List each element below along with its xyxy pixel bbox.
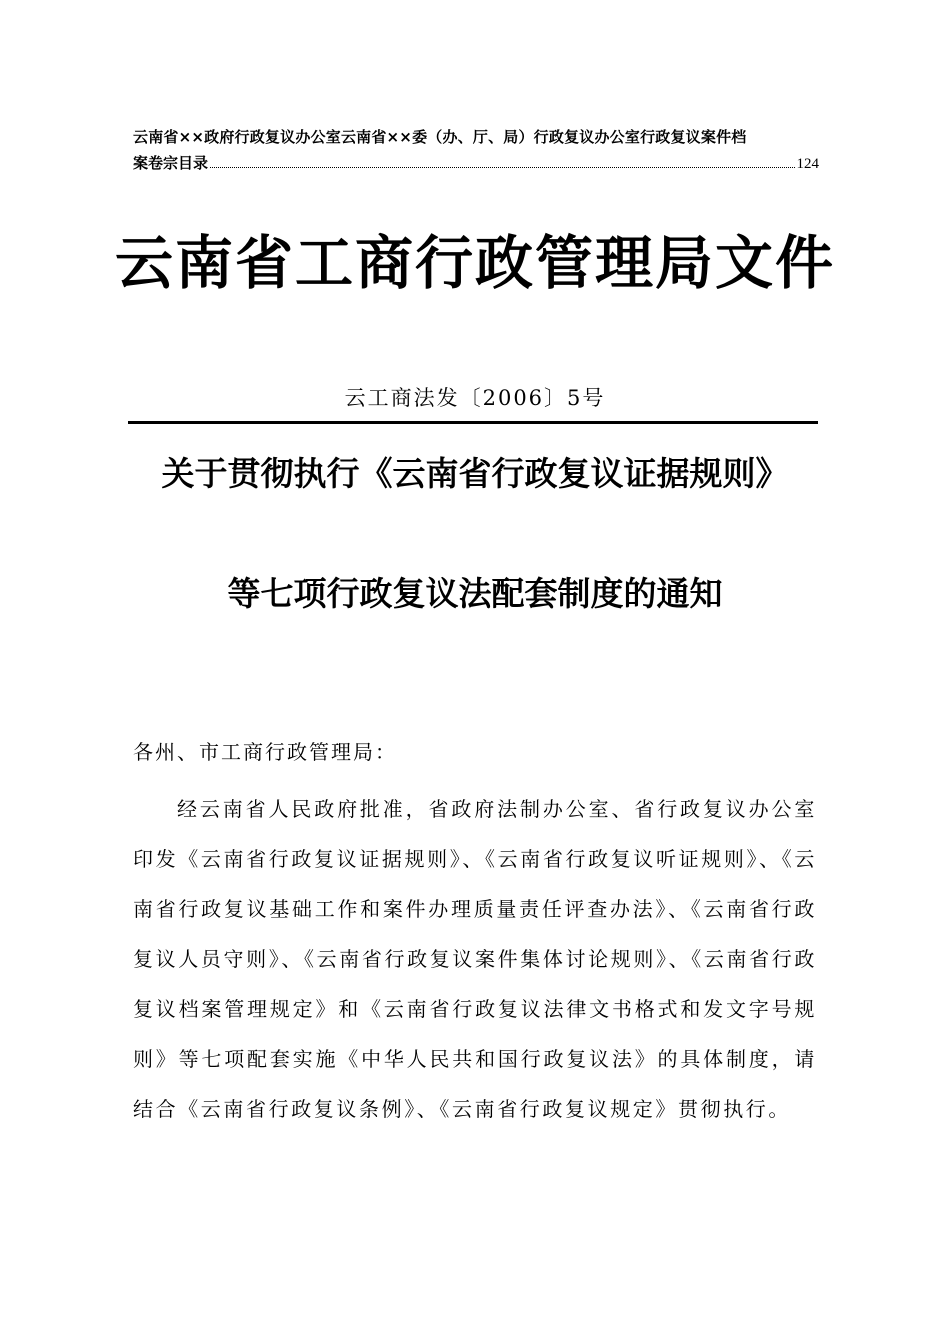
header-divider <box>128 421 818 424</box>
issuer-header: 云南省工商行政管理局文件 <box>114 229 835 297</box>
toc-entry-title-line1: 云南省××政府行政复议办公室云南省××委（办、厅、局）行政复议办公室行政复议案件档 <box>133 128 747 146</box>
toc-entry-title-line2-row <box>133 150 819 177</box>
document-title-line2: 等七项行政复议法配套制度的通知 <box>227 574 723 613</box>
toc-page-number: 124 <box>796 156 819 172</box>
toc-dot-leader <box>210 166 794 168</box>
document-number: 云工商法发〔2006〕5号 <box>344 386 606 410</box>
toc-entry-title-line2: 案卷宗目录 <box>133 154 209 172</box>
salutation: 各州、市工商行政管理局： <box>133 740 397 764</box>
document-title-line1: 关于贯彻执行《云南省行政复议证据规则》 <box>161 454 789 493</box>
toc-entry[interactable] <box>133 124 819 177</box>
body-paragraph: 经云南省人民政府批准，省政府法制办公室、省行政复议办公室印发《云南省行政复议证据规则》、《云南省行政复议听证规则》、《云南省行政复议基础工作和案件办理质量责任评查办法》、《云南省行政复议人员守则》、《云南省行政复议案件集体讨论规则》、《云南省行政复议档案管理规定》和《云南省行政复议法律文书格式和发文字号规则》等七项配套实施《中华人民共和国行政复议法》的具体制度，请结合《云南省行政复议条例》、《云南省行政复议规定》贯彻执行。 <box>133 797 817 1121</box>
